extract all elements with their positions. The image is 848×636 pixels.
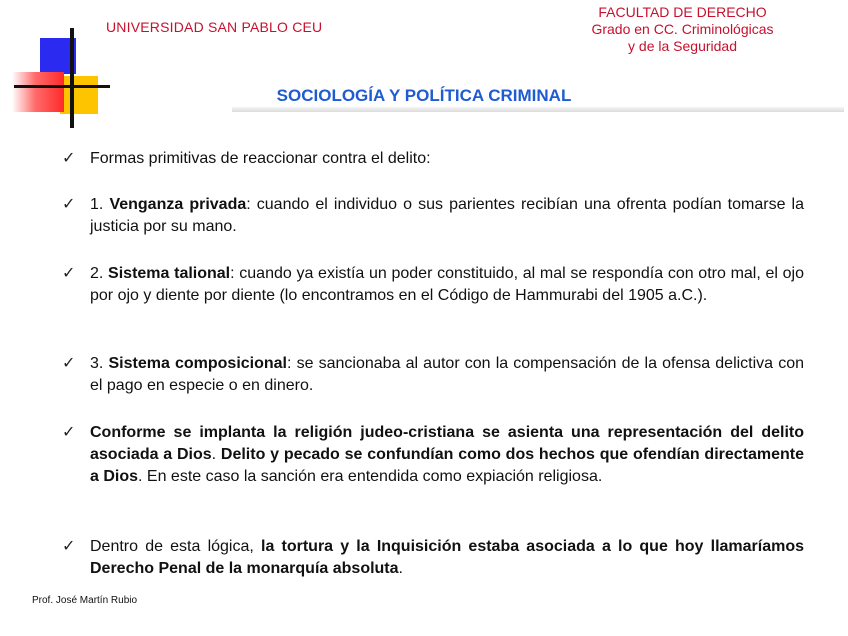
bullet-text: 3. Sistema composicional: se sancionaba al autor con la compensación de la ofensa delictiva con el pago en especie o en dinero.	[90, 355, 805, 394]
title-underline	[232, 107, 844, 112]
checkmark-icon: ✓	[62, 424, 76, 441]
checkmark-icon: ✓	[62, 265, 76, 282]
bullet-item	[62, 263, 804, 307]
bullet-item	[62, 536, 804, 580]
bullet-text: 2. Sistema talional: cuando ya existía un poder constituido, al mal se respondía con otro mal, el ojo por ojo y diente por diente (lo encontramos en el Código de Hammurabi del 1905 a.C.).	[90, 265, 804, 304]
checkmark-icon: ✓	[62, 196, 76, 213]
faculty-line-2: Grado en CC. Criminológicas	[591, 21, 774, 37]
bullet-item	[62, 422, 804, 488]
slide-title: SOCIOLOGÍA Y POLÍTICA CRIMINAL	[276, 86, 572, 105]
logo-vertical-line	[70, 28, 74, 128]
faculty-block	[555, 4, 810, 55]
checkmark-icon: ✓	[62, 355, 76, 372]
university-name: UNIVERSIDAD SAN PABLO CEU	[106, 19, 323, 35]
bullet-text: Dentro de esta lógica, la tortura y la Inquisición estaba asociada a lo que hoy llamaríamos Derecho Penal de la monarquía absoluta.	[90, 538, 805, 577]
bullet-item	[62, 353, 804, 397]
bullet-text: Conforme se implanta la religión judeo-cristiana se asienta una representación del delito asociada a Dios. Delito y pecado se confundían como dos hechos que ofendían directamente a Dios. En este caso la sanción era entendida como expiación religiosa.	[90, 424, 805, 485]
bullet-item	[62, 194, 804, 238]
bullet-item	[62, 148, 804, 170]
footer-author: Prof. José Martín Rubio	[32, 595, 138, 606]
bullet-text: 1. Venganza privada: cuando el individuo o sus parientes recibían una ofrenta podían tomarse la justicia por su mano.	[90, 196, 805, 235]
university-logo	[10, 28, 110, 130]
checkmark-icon: ✓	[62, 150, 76, 167]
bullet-text: Formas primitivas de reaccionar contra el delito:	[90, 150, 431, 167]
faculty-line-1: FACULTAD DE DERECHO	[598, 4, 767, 20]
faculty-line-3: y de la Seguridad	[628, 38, 737, 54]
checkmark-icon: ✓	[62, 538, 76, 555]
